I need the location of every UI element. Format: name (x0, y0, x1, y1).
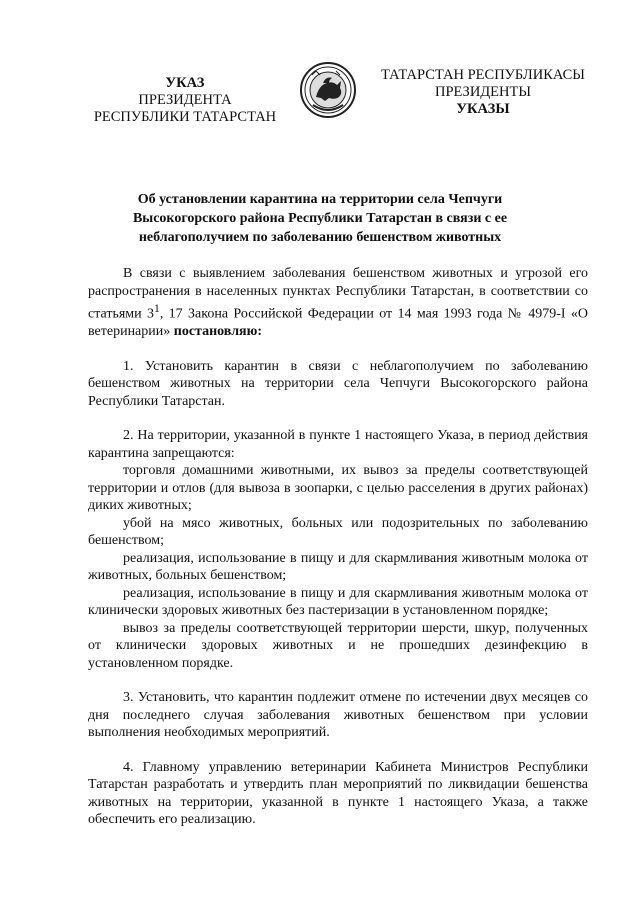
tatarstan-coat-of-arms-icon (299, 61, 357, 119)
header-left-line1: УКАЗ (165, 75, 205, 91)
header-left-line2: ПРЕЗИДЕНТА (138, 92, 232, 108)
item-2-sub-4: реализация, использование в пищу и для скармливания животным молока от клинически здоровых животных без пастеризации в установленном порядке; (88, 585, 588, 619)
preamble-text-b: , 17 Закона Российской Федерации от 14 мая 1993 года № 4979-I «О ветеринарии» (88, 306, 588, 340)
item-3: 3. Установить, что карантин подлежит отмене по истечении двух месяцев со дня последнего случая заболевания животных бешенством при условии выполнения необходимых мероприятий. (88, 690, 588, 741)
item-4: 4. Главному управлению ветеринарии Кабинета Министров Республики Татарстан разработать и утвердить план мероприятий по ликвидации бешенства животных на территории, указанной в пункте 1 настоящего Указа, а также обеспечить его реализацию. (88, 759, 588, 828)
item-2-sub-1: торговля домашними животными, их вывоз за пределы соответствующей территории и отлов (для вывоза в зоопарки, с целью расселения в других районах) диких животных; (88, 463, 588, 514)
title-line3: неблагополучием по заболеванию бешенством животных (138, 230, 502, 245)
preamble-superscript: 1 (154, 302, 160, 315)
header-right (378, 67, 588, 118)
header-right-line2: ПРЕЗИДЕНТЫ (434, 84, 532, 100)
header-right-line3: УКАЗЫ (456, 101, 510, 117)
header-left-line3: РЕСПУБЛИКИ ТАТАРСТАН (93, 109, 277, 125)
item-2-sub-2: убой на мясо животных, больных или подозрительных по заболеванию бешенством; (88, 515, 588, 549)
document-body (88, 265, 588, 829)
item-2-sub-3: реализация, использование в пищу и для скармливания животным молока от животных, больных бешенством; (88, 550, 588, 584)
preamble (88, 265, 588, 341)
decree-word: постановляю: (173, 324, 262, 340)
item-2-sub-5: вывоз за пределы соответствующей территории шерсти, шкур, полученных от клинически здоровых животных и не прошедших дезинфекцию в установленном порядке. (88, 620, 588, 671)
item-2: 2. На территории, указанной в пункте 1 настоящего Указа, в период действия карантина запрещаются: (88, 428, 588, 461)
header-right-line1: ТАТАРСТАН РЕСПУБЛИКАСЫ (381, 67, 585, 83)
item-1: 1. Установить карантин в связи с неблагополучием по заболеванию бешенством животных на территории села Чепчуги Высокогорского района Республики Татарстан. (88, 358, 588, 409)
preamble-text-a: В связи с выявлением заболевания бешенством животных и угрозой его распространения в населенных пунктах Республики Татарстан, в соответствии со статьями 3 (88, 266, 588, 322)
header-left (80, 75, 290, 126)
document-title (90, 190, 550, 247)
title-line1: Об установлении карантина на территории села Чепчуги (137, 192, 503, 207)
title-line2: Высокогорского района Республики Татарстан в связи с ее (132, 211, 508, 226)
